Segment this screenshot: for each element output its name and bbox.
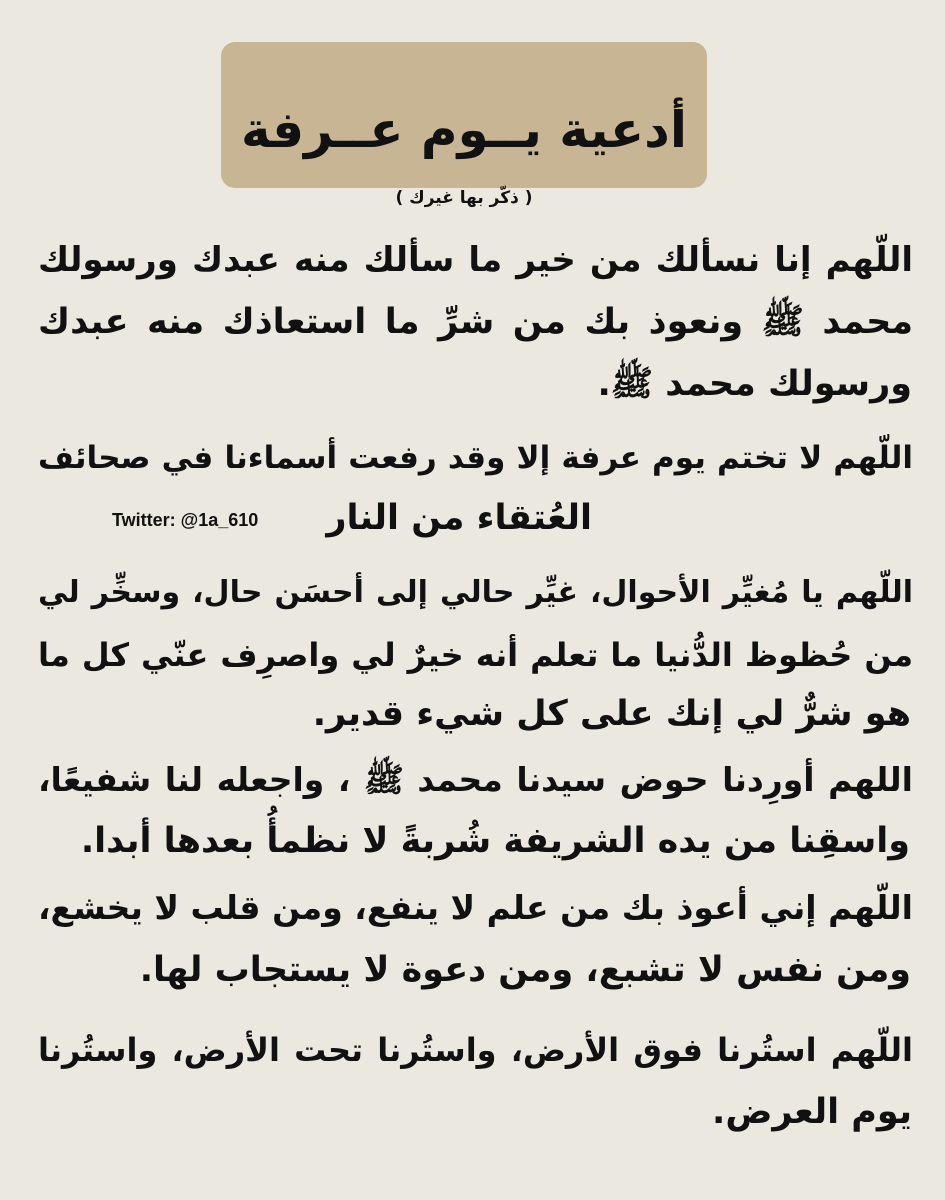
dua-5-line-1: اللّهم إني أعوذ بك من علم لا ينفع، ومن قلب لا يخشع، xyxy=(38,888,913,927)
dua-3-line-2: من حُظوظ الدُّنيا ما تعلم أنه خيرٌ لي واصرِف عنّي كل ما xyxy=(38,636,913,674)
dua-6-line-2: يوم العرض. xyxy=(712,1092,912,1132)
dua-5-line-2: ومن نفس لا تشبع، ومن دعوة لا يستجاب لها. xyxy=(139,950,911,990)
dua-1-line-2: محمد ﷺ ونعوذ بك من شرِّ ما استعاذك منه عبدك xyxy=(38,302,913,342)
dua-1-line-1: اللّهم إنا نسألك من خير ما سألك منه عبدك ورسولك xyxy=(38,240,913,280)
dua-4-line-2: واسقِنا من يده الشريفة شُربةً لا نظمأُ بعدها أبدا. xyxy=(80,821,910,861)
dua-4-line-1: اللهم أورِدنا حوض سيدنا محمد ﷺ ، واجعله لنا شفيعًا، xyxy=(38,760,913,799)
dua-6-line-1: اللّهم استُرنا فوق الأرض، واستُرنا تحت الأرض، واستُرنا xyxy=(38,1031,913,1069)
dua-2-line-2: العُتقاء من النار xyxy=(326,498,592,538)
dua-2-line-1: اللّهم لا تختم يوم عرفة إلا وقد رفعت أسماءنا في صحائف xyxy=(38,440,913,476)
twitter-handle: Twitter: @1a_610 xyxy=(112,510,259,530)
dua-3-line-1: اللّهم يا مُغيِّر الأحوال، غيِّر حالي إلى أحسَن حال، وسخِّر لي xyxy=(38,575,913,610)
dua-3-line-3: هو شرٌّ لي إنك على كل شيء قدير. xyxy=(312,694,911,734)
dua-1-line-3: ورسولك محمد ﷺ. xyxy=(597,364,912,404)
title-box xyxy=(221,42,707,208)
page-title: أدعية يــوم عــرفة xyxy=(241,101,687,159)
page-subtitle: ( ذكّر بها غيرك ) xyxy=(395,188,533,208)
